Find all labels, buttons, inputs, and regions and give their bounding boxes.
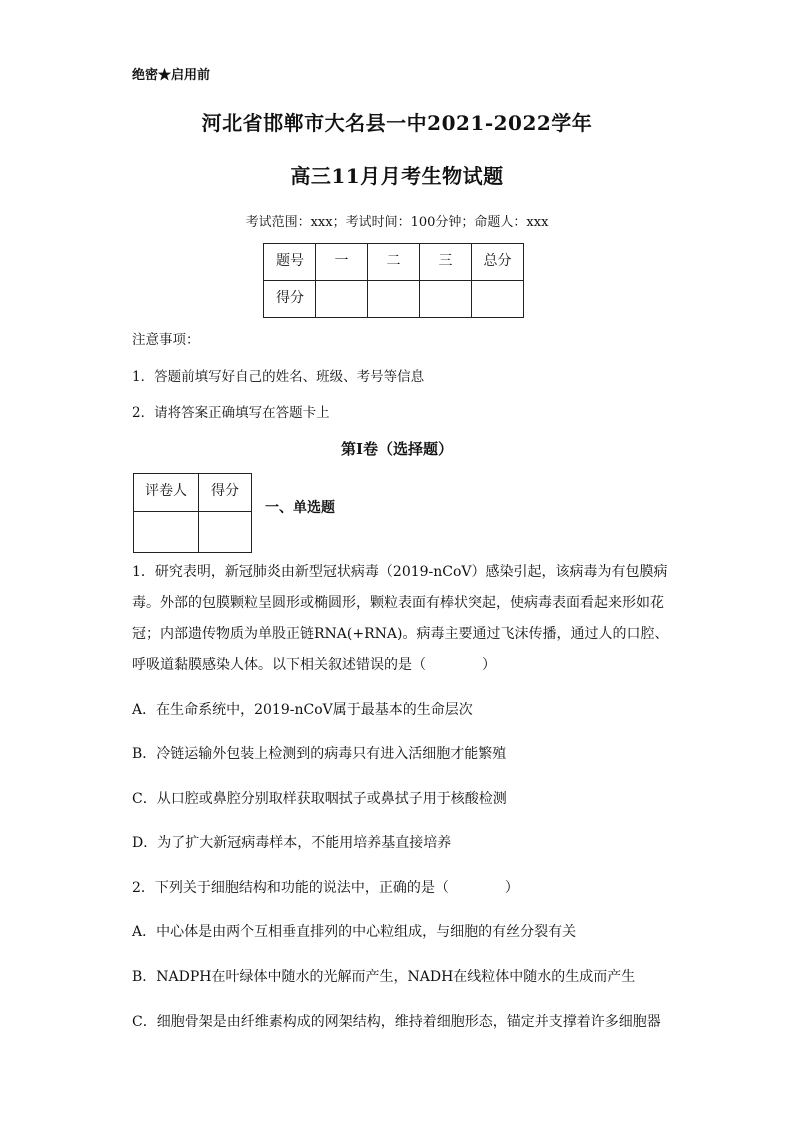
question-1-line-4: 呼吸道黏膜感染人体。以下相关叙述错误的是（ ） [132,657,496,673]
note-item-1: 1．答题前填写好自己的姓名、班级、考号等信息 [132,369,425,385]
score-cell: 一 [316,244,368,281]
grader-cell [134,512,199,553]
grader-table [133,473,252,553]
section-title: 第I卷（选择题） [340,440,454,458]
score-cell [368,281,420,318]
score-cell [472,281,524,318]
question-1-option-c: C．从口腔或鼻腔分别取样获取咽拭子或鼻拭子用于核酸检测 [132,791,507,807]
score-cell: 题号 [264,244,316,281]
question-1-line-3: 冠；内部遗传物质为单股正链RNA(+RNA)。病毒主要通过飞沫传播，通过人的口腔、 [132,626,669,642]
exam-info: 考试范围：xxx；考试时间：100分钟；命题人：xxx [245,215,549,230]
grader-table-blank-row [134,512,252,553]
note-item-2: 2．请将答案正确填写在答题卡上 [132,405,330,421]
section-heading-single-choice: 一、单选题 [265,500,335,516]
score-cell [420,281,472,318]
question-2-option-b: B．NADPH在叶绿体中随水的光解而产生，NADH在线粒体中随水的生成而产生 [132,969,636,985]
question-1-option-b: B．冷链运输外包装上检测到的病毒只有进入活细胞才能繁殖 [132,746,507,762]
question-2-option-a: A．中心体是由两个互相垂直排列的中心粒组成，与细胞的有丝分裂有关 [132,924,577,940]
question-1-option-d: D．为了扩大新冠病毒样本，不能用培养基直接培养 [132,835,452,851]
exam-title-line2: 高三11月月考生物试题 [290,164,504,188]
grader-cell: 评卷人 [134,474,199,512]
grader-cell: 得分 [199,474,252,512]
question-1-line-1: 1．研究表明，新冠肺炎由新型冠状病毒（2019-nCoV）感染引起，该病毒为有包膜病 [132,564,668,580]
score-cell [316,281,368,318]
grader-table-header-row [134,474,252,512]
score-cell: 得分 [264,281,316,318]
question-2-option-c: C．细胞骨架是由纤维素构成的网架结构，维持着细胞形态，锚定并支撑着许多细胞器 [132,1014,661,1030]
notes-heading: 注意事项： [132,332,200,348]
score-cell: 总分 [472,244,524,281]
question-1-option-a: A．在生命系统中，2019-nCoV属于最基本的生命层次 [132,702,473,718]
score-cell: 三 [420,244,472,281]
score-table-header-row [264,244,524,281]
question-1-line-2: 毒。外部的包膜颗粒呈圆形或椭圆形，颗粒表面有棒状突起，使病毒表面看起来形如花 [132,595,664,611]
question-2-stem: 2．下列关于细胞结构和功能的说法中，正确的是（ ） [132,880,519,896]
score-table-score-row [264,281,524,318]
score-table [263,243,524,318]
score-cell: 二 [368,244,420,281]
grader-cell [199,512,252,553]
confidential-label: 绝密★启用前 [132,68,211,83]
exam-title-line1: 河北省邯郸市大名县一中2021-2022学年 [201,111,593,135]
